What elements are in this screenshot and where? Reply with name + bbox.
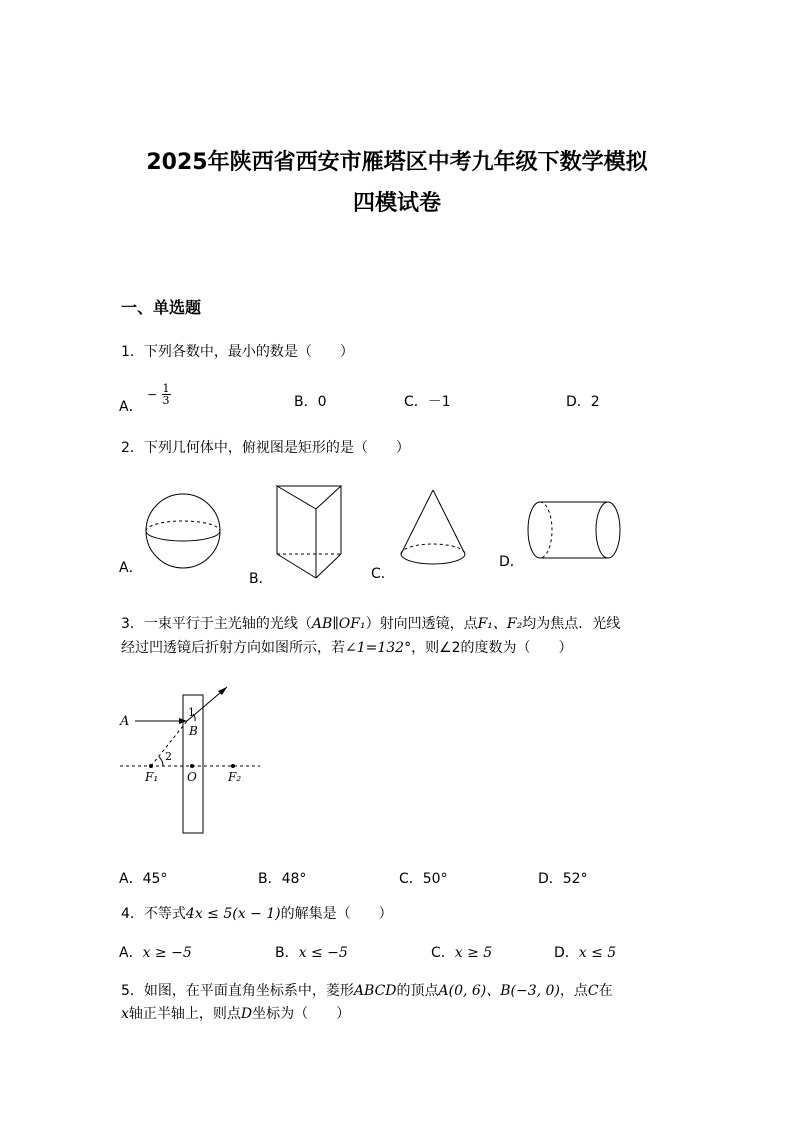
option-d-math: x ≤ 5	[578, 945, 617, 961]
q3-parallel-expr: AB∥OF₁	[311, 616, 366, 632]
q3-text: ，则∠2的度数为（ ）	[411, 640, 573, 656]
option-b-math: x ≤ −5	[298, 945, 348, 961]
question-4-option-b[interactable]	[275, 942, 348, 962]
cylinder-figure	[524, 500, 644, 570]
q5-text: 5．如图，在平面直角坐标系中，菱形	[121, 983, 354, 999]
q4-text: 4．不等式	[121, 906, 186, 922]
question-5-line2	[121, 1004, 350, 1024]
q4-text: 的解集是（ ）	[280, 906, 393, 922]
q4-inequality: 4x ≤ 5(x − 1)	[185, 906, 281, 922]
q5-text: 轴正半轴上，则点	[128, 1006, 241, 1022]
q5-axis-x: x	[121, 1006, 129, 1022]
question-1-option-b[interactable]: B．0	[294, 394, 327, 410]
label-point-o: O	[187, 770, 197, 784]
q5-point-d: D	[240, 1006, 253, 1022]
question-1-stem: 1．下列各数中，最小的数是（ ）	[121, 344, 354, 360]
q5-text: 坐标为（ ）	[252, 1006, 351, 1022]
label-angle-2: 2	[165, 750, 172, 763]
option-b-label: B．	[275, 945, 299, 961]
q5-rhombus-name: ABCD	[353, 983, 397, 999]
option-d-label: D．	[554, 945, 579, 961]
question-2-option-c[interactable]: C．	[371, 566, 395, 582]
question-4-stem	[121, 904, 393, 924]
question-2-option-d[interactable]: D．	[499, 554, 524, 570]
question-1-option-a[interactable]	[119, 382, 171, 415]
cone-figure	[396, 488, 486, 578]
label-point-a: A	[120, 714, 130, 729]
page-title-line2: 四模试卷	[352, 191, 441, 216]
q5-point-c: C	[587, 983, 599, 999]
q5-text: ，点	[559, 983, 588, 999]
question-2-option-b[interactable]: B．	[249, 571, 273, 587]
option-a-label: A．	[119, 398, 143, 415]
question-2-option-a[interactable]: A．	[119, 560, 143, 576]
option-a-label: A．	[119, 945, 143, 961]
q3-text: 均为焦点．光线	[522, 616, 621, 632]
question-4-option-c[interactable]	[431, 942, 492, 962]
question-1-option-d[interactable]: D．2	[566, 394, 600, 410]
q5-text: 的顶点	[396, 983, 439, 999]
question-3-option-a[interactable]: A．45°	[119, 871, 168, 887]
page-title-line1: 2025年陕西省西安市雁塔区中考九年级下数学模拟	[146, 150, 648, 175]
label-angle-1: 1	[188, 706, 195, 719]
option-a-math: x ≥ −5	[142, 945, 192, 961]
option-a-sign: −	[147, 387, 158, 402]
section-heading: 一、单选题	[121, 298, 202, 317]
question-4-option-d[interactable]	[554, 942, 616, 962]
question-4-option-a[interactable]	[119, 942, 192, 962]
q5-text: 在	[598, 983, 613, 999]
question-3-option-c[interactable]: C．50°	[399, 871, 448, 887]
sphere-figure	[140, 488, 230, 578]
option-c-label: C．	[431, 945, 455, 961]
q3-focus-points: F₁、F₂	[477, 616, 523, 632]
q3-text: ）射向凹透镜，点	[365, 616, 478, 632]
q5-vertex-coords: A(0, 6)、B(−3, 0)	[438, 983, 560, 999]
question-3-line1	[121, 614, 620, 634]
option-c-math: x ≥ 5	[454, 945, 493, 961]
question-3-line2	[121, 638, 573, 658]
question-2-stem: 2．下列几何体中，俯视图是矩形的是（ ）	[121, 440, 410, 456]
fraction-denominator: 3	[162, 394, 170, 407]
label-f2: F₂	[228, 770, 242, 784]
label-f1: F₁	[145, 770, 159, 784]
q3-text: 经过凹透镜后折射方向如图所示，若	[121, 640, 345, 656]
triangular-prism-figure	[272, 482, 362, 582]
q3-text: 3．一束平行于主光轴的光线（	[121, 616, 312, 632]
question-3-option-b[interactable]: B．48°	[258, 871, 307, 887]
q3-angle-expr: ∠1=132°	[345, 640, 412, 656]
question-1-option-c[interactable]: C．－1	[404, 394, 451, 410]
question-3-option-d[interactable]: D．52°	[538, 871, 588, 887]
fraction-numerator: 1	[162, 382, 170, 395]
question-5-line1	[121, 981, 613, 1001]
option-a-fraction	[162, 383, 171, 406]
label-point-b: B	[189, 724, 198, 738]
concave-lens-figure	[115, 683, 275, 853]
